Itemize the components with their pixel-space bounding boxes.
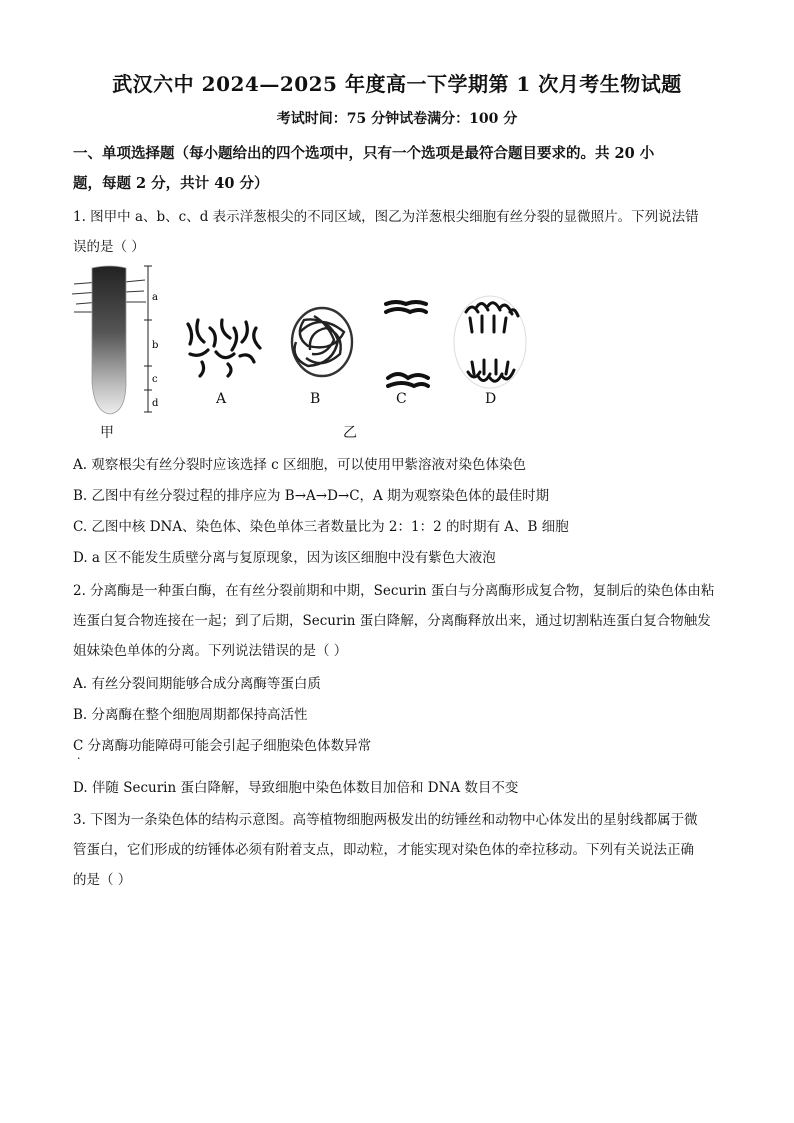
- q2-stem-line2: 连蛋白复合物连接在一起；到了后期，Securin 蛋白降解，分离酶释放出来，通过切割粘连蛋白复合物触发: [73, 613, 711, 629]
- zone-label-d: d: [152, 398, 159, 409]
- q2-option-c: C 分离酶功能障碍可能会引起子细胞染色体数异常: [73, 738, 372, 754]
- q3-stem-line1: 3. 下图为一条染色体的结构示意图。高等植物细胞两极发出的纺锤丝和动物中心体发出的星射线都属于微: [73, 812, 698, 828]
- cell-c-chromosomes: [386, 302, 428, 386]
- q2-stem-line1: 2. 分离酶是一种蛋白酶，在有丝分裂前期和中期，Securin 蛋白与分离酶形成复合物，复制后的染色体由粘: [73, 583, 715, 599]
- q2-stem-line3: 姐妹染色单体的分离。下列说法错误的是（ ）: [73, 643, 348, 659]
- q1-option-b: B. 乙图中有丝分裂过程的排序应为 B→A→D→C，A 期为观察染色体的最佳时期: [73, 488, 550, 504]
- q1-stem-line1: 1. 图甲中 a、b、c、d 表示洋葱根尖的不同区域，图乙为洋葱根尖细胞有丝分裂的显微照片。下列说法错: [73, 209, 699, 225]
- q2-option-a: A. 有丝分裂间期能够合成分离酶等蛋白质: [73, 676, 321, 692]
- figure-jia-label: 甲: [100, 425, 114, 441]
- cell-label-c: C: [396, 391, 407, 407]
- q1-stem-line2: 误的是（ ）: [73, 239, 145, 255]
- figure-yi-label: 乙: [343, 425, 357, 441]
- cell-b-chromosomes: [292, 308, 352, 376]
- cell-label-a: A: [216, 391, 227, 407]
- cell-label-b: B: [310, 391, 321, 407]
- cell-a-chromosomes: [188, 320, 260, 376]
- q1-option-c: C. 乙图中核 DNA、染色体、染色单体三者数量比为 2：1：2 的时期有 A、B 细胞: [73, 519, 569, 535]
- q1-figure: [70, 262, 540, 442]
- q2-option-d: D. 伴随 Securin 蛋白降解，导致细胞中染色体数目加倍和 DNA 数目不变: [73, 780, 519, 796]
- section-heading-line2: 题，每题 2 分，共计 40 分）: [73, 175, 269, 192]
- zone-label-c: c: [152, 374, 158, 385]
- exam-subtitle: 考试时间：75 分钟试卷满分：100 分: [276, 111, 518, 127]
- zone-label-b: b: [152, 340, 159, 351]
- cell-d-chromosomes: [454, 296, 526, 388]
- root-tip-drawing: [92, 266, 126, 414]
- q3-stem-line2: 管蛋白，它们形成的纺锤体必须有附着支点，即动粒，才能实现对染色体的牵拉移动。下列有关说法正确: [73, 842, 694, 858]
- q1-option-a: A. 观察根尖有丝分裂时应该选择 c 区细胞，可以使用甲紫溶液对染色体染色: [73, 457, 526, 473]
- stray-dot-mark: ·: [77, 752, 81, 765]
- q3-stem-line3: 的是（ ）: [73, 872, 132, 888]
- q2-option-b: B. 分离酶在整个细胞周期都保持高活性: [73, 707, 308, 723]
- q1-figure-svg: [70, 262, 540, 442]
- zone-label-a: a: [152, 292, 158, 303]
- section-heading-line1: 一、单项选择题（每小题给出的四个选项中，只有一个选项是最符合题目要求的。共 20 小: [73, 145, 655, 162]
- cell-label-d: D: [485, 391, 497, 407]
- q1-option-d: D. a 区不能发生质壁分离与复原现象，因为该区细胞中没有紫色大液泡: [73, 550, 496, 566]
- exam-title: 武汉六中 2024—2025 年度高一下学期第 1 次月考生物试题: [112, 72, 682, 96]
